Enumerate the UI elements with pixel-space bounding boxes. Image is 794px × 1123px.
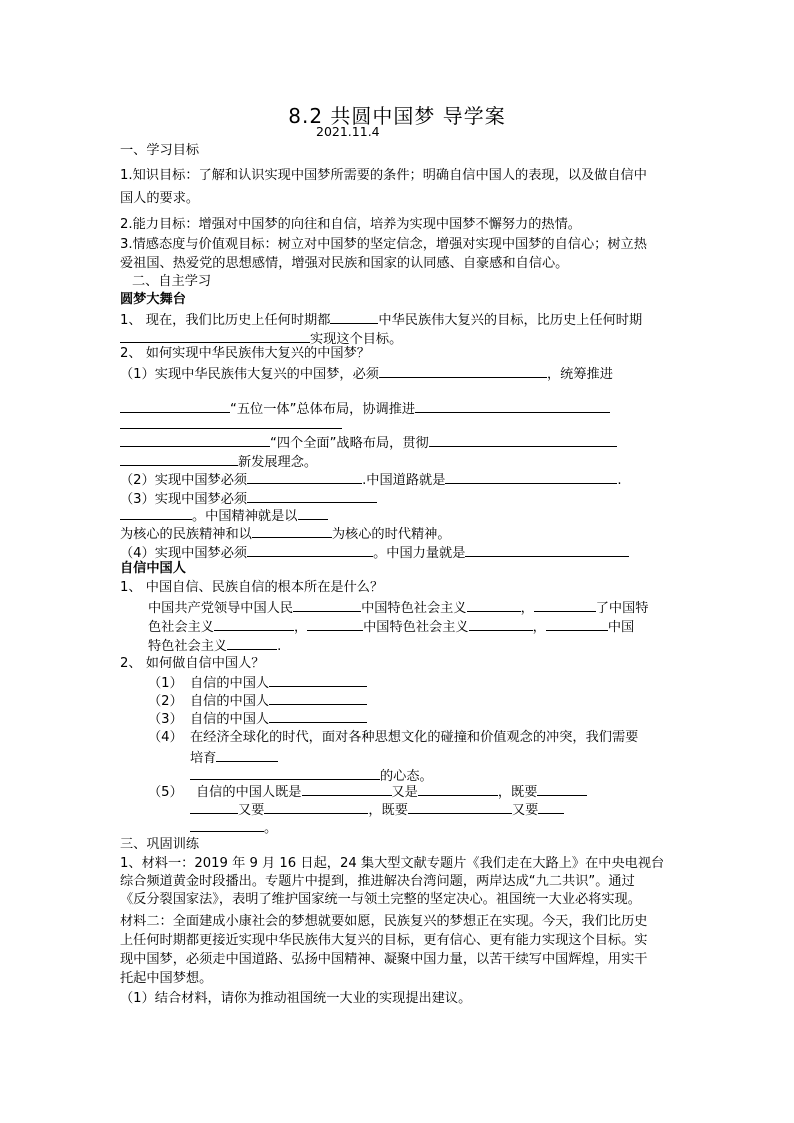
item-number: （3）	[148, 712, 183, 727]
date: 2021.11.4	[316, 124, 380, 139]
c1-text-f: ，	[293, 620, 308, 635]
blank[interactable]	[247, 542, 373, 557]
blank[interactable]	[120, 432, 270, 447]
section-heading-objectives: 一、学习目标	[120, 143, 200, 158]
blank[interactable]	[429, 432, 617, 447]
c1-text-c: ，	[520, 601, 534, 616]
q2-4-text-b: 。中国力量就是	[373, 546, 466, 561]
blank[interactable]	[408, 799, 512, 814]
blank[interactable]	[120, 328, 310, 343]
blank[interactable]	[445, 469, 617, 484]
q2-1-text-a: （1）实现中华民族伟大复兴的中国梦，必须	[120, 367, 379, 382]
c1-text-j: 特色社会主义	[148, 639, 228, 654]
confidence-1-line-b	[148, 616, 634, 637]
item-number: （2）	[148, 694, 183, 709]
q2-2-text-c: .	[617, 473, 622, 488]
q2-1-text-e: 新发展理念。	[238, 455, 318, 470]
practice-question-1: （1）结合材料，请你为推动祖国统一大业的实现提出建议。	[120, 991, 472, 1006]
q1-text-a: 1、 现在，我们比历史上任何时期都	[120, 313, 331, 328]
material-1-line-a: 1、材料一：2019 年 9 月 16 日起，24 集大型文献专题片《我们走在大路上》在中央电视台	[120, 856, 665, 871]
q2-2-text-a: （2）实现中国梦必须	[120, 473, 248, 488]
goal-knowledge-cont: 国人的要求。	[120, 191, 200, 206]
goal-knowledge: 1.知识目标：了解和认识实现中国梦所需要的条件；明确自信中国人的表现，以及做自信中	[120, 168, 647, 183]
blank[interactable]	[120, 414, 342, 429]
c1-text-g: 中国特色社会主义	[363, 620, 469, 635]
blank[interactable]	[269, 690, 367, 705]
c1-text-a: 中国共产党领导中国人民	[148, 601, 294, 616]
item-text: 在经济全球化的时代，面对各种思想文化的碰撞和价值观念的冲突，我们需要	[190, 730, 639, 745]
question-2: 2、 如何实现中华民族伟大复兴的中国梦？	[120, 346, 370, 361]
blank[interactable]	[534, 597, 596, 612]
question-2-2	[120, 469, 622, 490]
material-1-line-c: 《反分裂国家法》，表明了维护国家统一与领土完整的坚定决心。祖国统一大业必将实现。	[120, 892, 641, 907]
blank[interactable]	[264, 799, 368, 814]
item-text: 。	[264, 821, 278, 836]
item-text: 又是	[391, 785, 418, 800]
blank[interactable]	[379, 363, 547, 378]
confidence-question-2: 2、 如何做自信中国人？	[120, 656, 265, 671]
question-2-1	[120, 363, 613, 384]
material-2-line-b: 上任何时期都更接近实现中华民族伟大复兴的目标，更有信心、更有能力实现这个目标。实	[120, 933, 648, 948]
q2-1-text-d: “四个全面”战略布局，贯彻	[270, 436, 429, 451]
blank[interactable]	[247, 488, 377, 503]
c1-text-e: 色社会主义	[148, 620, 214, 635]
section-heading-practice: 三、巩固训练	[120, 837, 200, 852]
blank[interactable]	[546, 616, 608, 631]
material-2-line-c: 现中国梦，必须走中国道路、弘扬中国精神、凝聚中国力量，以苦干续写中国辉煌，用实干	[120, 952, 648, 967]
q2-1-text-b: ，统筹推进	[546, 367, 613, 382]
c1-text-i: 中国	[607, 620, 635, 635]
blank[interactable]	[120, 451, 238, 466]
q2-2-text-b: .中国道路就是	[362, 473, 446, 488]
blank[interactable]	[330, 309, 378, 324]
blank[interactable]	[465, 542, 629, 557]
blank[interactable]	[227, 635, 277, 650]
item-text: 又要	[511, 803, 539, 818]
confidence-2-item-3	[148, 708, 367, 729]
blank[interactable]	[302, 781, 392, 796]
subheading-confident-chinese: 自信中国人	[120, 561, 186, 576]
blank[interactable]	[190, 817, 264, 832]
q1-text-c: 实现这个目标。	[310, 332, 403, 347]
blank[interactable]	[269, 708, 367, 723]
material-2-line-a: 材料二：全面建成小康社会的梦想就要如愿，民族复兴的梦想正在实现。今天，我们比历史	[120, 914, 648, 929]
blank[interactable]	[190, 799, 238, 814]
blank[interactable]	[298, 505, 328, 520]
blank[interactable]	[216, 747, 278, 762]
item-text: 自信的中国人	[190, 712, 270, 727]
item-number: （1）	[148, 676, 183, 691]
blank[interactable]	[415, 398, 610, 413]
item-text: 自信的中国人	[190, 694, 270, 709]
blank[interactable]	[307, 616, 363, 631]
confidence-2-item-4	[148, 728, 638, 747]
blank[interactable]	[247, 469, 362, 484]
q2-3-text-d: 为核心的时代精神。	[331, 527, 451, 542]
page-title: 8.2 共圆中国梦 导学案	[288, 104, 506, 128]
question-2-3-c	[120, 523, 451, 544]
blank[interactable]	[190, 765, 380, 780]
item-text: ，既要	[368, 803, 408, 818]
c1-text-h: ，	[532, 620, 546, 635]
q2-3-text-a: （3）实现中国梦必须	[120, 492, 248, 507]
blank[interactable]	[537, 781, 587, 796]
item-text: 又要	[238, 803, 265, 818]
item-text: ，既要	[497, 785, 538, 800]
item-text: 自信的中国人	[190, 676, 270, 691]
blank[interactable]	[418, 781, 498, 796]
blank[interactable]	[252, 523, 332, 538]
confidence-2-item-5-c	[190, 817, 277, 838]
item-text: 的心态。	[380, 769, 433, 784]
blank[interactable]	[120, 398, 230, 413]
goal-attitude: 3.情感态度与价值观目标：树立对中国梦的坚定信念，增强对实现中国梦的自信心；树立热	[120, 237, 647, 252]
goal-ability: 2.能力目标：增强对中国梦的向往和自信，培养为实现中国梦不懈努力的热情。	[120, 217, 581, 232]
c1-text-d: 了中国特	[595, 601, 649, 616]
confidence-1-line-c	[148, 635, 281, 656]
c1-text-k: .	[277, 639, 282, 654]
blank[interactable]	[469, 616, 533, 631]
item-text: 自信的中国人既是	[196, 785, 302, 800]
q2-1-text-c: “五位一体”总体布局，协调推进	[230, 402, 416, 417]
q2-3-text-c: 为核心的民族精神和以	[120, 527, 252, 542]
blank[interactable]	[467, 597, 521, 612]
confidence-question-1: 1、 中国自信、民族自信的根本所在是什么？	[120, 580, 384, 595]
blank[interactable]	[214, 616, 294, 631]
section-heading-self-study: 二、自主学习	[132, 274, 212, 289]
item-text: 培育	[190, 751, 217, 766]
question-2-4	[120, 542, 629, 563]
subheading-dream-stage: 圆梦大舞台	[120, 292, 186, 307]
question-2-1-d	[120, 432, 617, 453]
blank[interactable]	[293, 597, 361, 612]
material-2-line-d: 托起中国梦想。	[120, 971, 213, 986]
c1-text-b: 中国特色社会主义	[361, 601, 467, 616]
item-number: （4）	[148, 730, 183, 745]
material-1-line-b: 综合频道黄金时段播出。专题片中提到，推进解决台湾问题，两岸达成“九二共识”。通过	[120, 874, 635, 889]
confidence-1-line-a	[148, 597, 649, 618]
item-number: （5）	[148, 785, 183, 800]
question-1	[120, 309, 642, 330]
goal-attitude-cont: 爱祖国、热爱党的思想感情，增强对民族和国家的认同感、自豪感和自信心。	[120, 256, 569, 271]
q2-3-text-b: 。中国精神就是以	[192, 509, 298, 524]
blank[interactable]	[269, 672, 367, 687]
q2-4-text-a: （4）实现中国梦必须	[120, 546, 248, 561]
blank[interactable]	[120, 505, 192, 520]
blank[interactable]	[538, 799, 564, 814]
q1-text-b: 中华民族伟大复兴的目标，比历史上任何时期	[378, 313, 643, 328]
